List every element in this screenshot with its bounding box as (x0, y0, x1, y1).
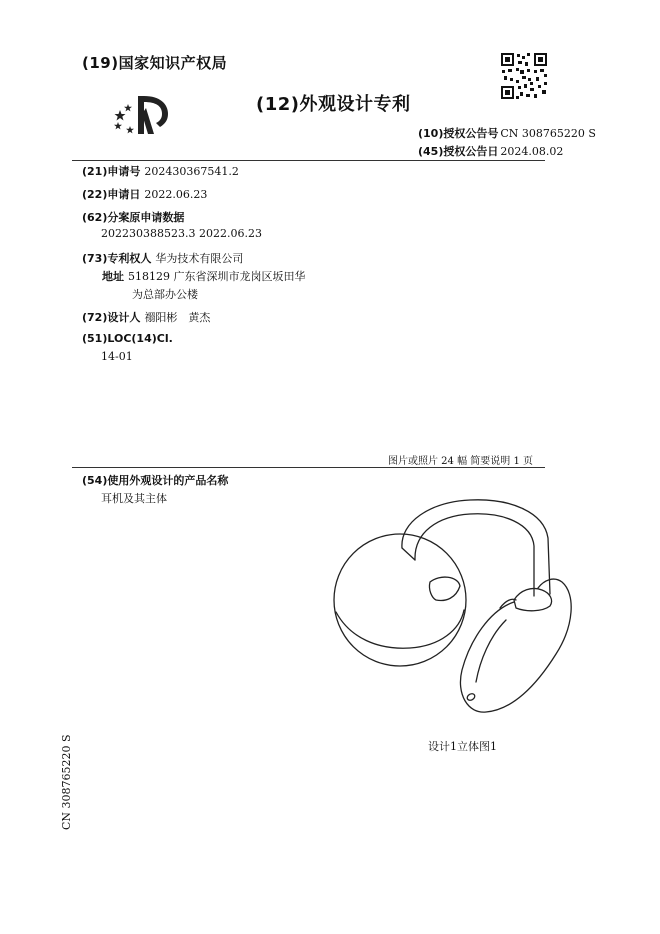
address-label: 地址 (102, 270, 124, 283)
publication-number-label: (10)授权公告号 (418, 127, 499, 140)
application-date-value: 2022.06.23 (144, 188, 208, 201)
publication-number-value: CN 308765220 S (500, 127, 596, 140)
designer-row (82, 309, 210, 325)
figure-caption: 设计1立体图1 (428, 740, 497, 753)
document-type-title: (12)外观设计专利 (256, 94, 411, 115)
loc-classification-row (82, 332, 173, 345)
cnipa-emblem-icon (108, 90, 172, 138)
office-title: (19)国家知识产权局 (82, 54, 228, 72)
top-divider (72, 160, 545, 161)
loc-classification-value: 14-01 (101, 350, 133, 363)
application-number-label: (21)申请号 (82, 165, 141, 178)
application-number-row (82, 163, 239, 179)
earphone-design-drawing (330, 490, 590, 730)
product-name-row (82, 472, 228, 488)
application-number-value: 202430367541.2 (144, 165, 239, 178)
loc-classification-label: (51)LOC(14)Cl. (82, 332, 173, 345)
side-publication-number: CN 308765220 S (60, 734, 73, 830)
address-line-2: 为总部办公楼 (132, 288, 198, 301)
publication-date-row (418, 143, 563, 159)
qr-code-icon (500, 52, 548, 100)
patentee-value: 华为技术有限公司 (155, 252, 244, 265)
designer-label: (72)设计人 (82, 311, 141, 324)
original-application-row (82, 209, 184, 225)
address-row (102, 268, 306, 284)
address-line-1: 518129 广东省深圳市龙岗区坂田华 (128, 270, 306, 283)
designer-value: 禤阳彬 黄杰 (144, 311, 211, 324)
publication-number-row (418, 125, 596, 141)
application-date-label: (22)申请日 (82, 188, 141, 201)
publication-date-label: (45)授权公告日 (418, 145, 499, 158)
patentee-row (82, 250, 243, 266)
original-application-label: (62)分案原申请数据 (82, 211, 185, 224)
pages-info: 图片或照片 24 幅 简要说明 1 页 (388, 456, 533, 467)
original-application-value: 202230388523.3 2022.06.23 (101, 227, 262, 240)
bottom-divider (72, 467, 545, 468)
product-name-value: 耳机及其主体 (101, 492, 167, 505)
patentee-label: (73)专利权人 (82, 252, 152, 265)
application-date-row (82, 186, 207, 202)
product-name-label: (54)使用外观设计的产品名称 (82, 474, 229, 487)
publication-date-value: 2024.08.02 (500, 145, 564, 158)
